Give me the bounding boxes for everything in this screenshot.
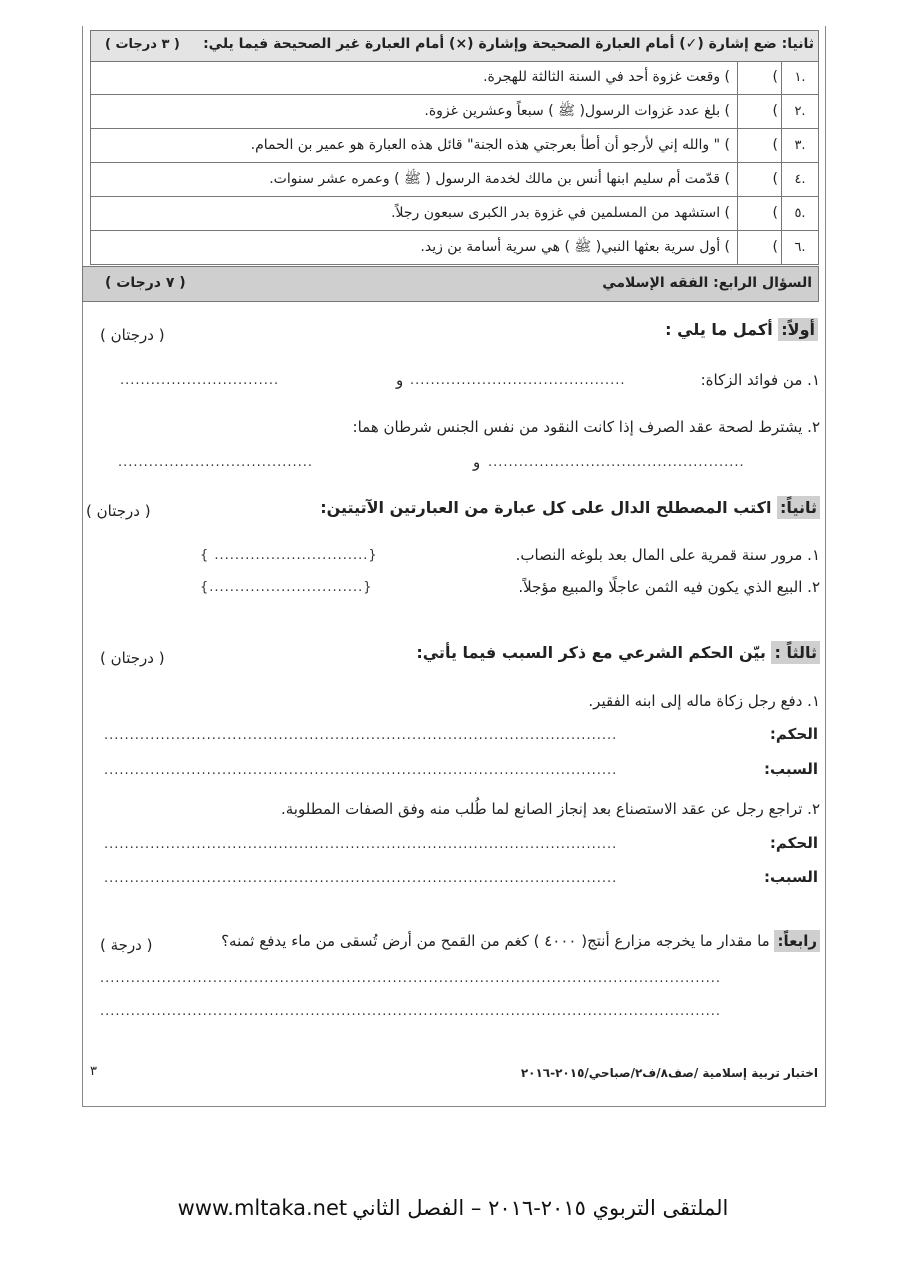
answer-blank[interactable]: ...................................... (118, 455, 314, 470)
tf-row-number: ٥. (781, 197, 818, 230)
tf-row-text: ) استشهد من المسلمين في غزوة بدر الكبرى سبعون رجلاً. (391, 205, 730, 221)
site-url[interactable]: www.mltaka.net (177, 1196, 348, 1220)
part1-points: ( درجتان ) (100, 326, 165, 344)
tf-row-number: ٦. (781, 231, 818, 264)
part1-title: أكمل ما يلي : (665, 320, 773, 339)
tf-row-number: ٤. (781, 163, 818, 196)
answer-box[interactable]: ( (737, 61, 782, 94)
ruling-label: الحكم: (769, 834, 818, 852)
part2-title: اكتب المصطلح الدال على كل عبارة من العبارتين الآتيتين: (320, 498, 772, 517)
answer-blank[interactable]: .......................................... (410, 373, 626, 388)
conjunction-and: و (473, 453, 481, 471)
part1-item1-text: ١. من فوائد الزكاة: (700, 371, 820, 389)
question-four-points: ( ٧ درجات ) (105, 275, 186, 291)
tf-row (90, 129, 819, 163)
part2-label: ثانياً: (777, 496, 820, 519)
part1-item2-text: ٢. يشترط لصحة عقد الصرف إذا كانت النقود من نفس الجنس شرطان هما: (352, 418, 820, 436)
part1-heading (665, 320, 818, 339)
tf-row-text: ) وقعت غزوة أحد في السنة الثالثة للهجرة. (483, 69, 730, 85)
part4-label: رابعاً: (774, 930, 820, 952)
tf-section-header (90, 30, 819, 62)
part3-item1-text: ١. دفع رجل زكاة ماله إلى ابنه الفقير. (588, 692, 820, 710)
part3-points: ( درجتان ) (100, 649, 165, 667)
tf-section-title: ثانيا: ضع إشارة (✓) أمام العبارة الصحيحة وإشارة (×) أمام العبارة غير الصحيحة فيما يلي: (203, 36, 814, 52)
answer-box[interactable]: ( (737, 163, 782, 196)
answer-blank[interactable]: {..............................} (200, 580, 373, 595)
tf-row (90, 163, 819, 197)
reason-label: السبب: (763, 868, 818, 886)
answer-blank[interactable]: .................................................................................................... (104, 837, 618, 852)
tf-row-number: ٣. (781, 129, 818, 162)
answer-blank[interactable]: { ..............................} (200, 548, 378, 563)
answer-blank[interactable]: ............................... (120, 373, 280, 388)
part4-points: ( درجة ) (100, 936, 153, 954)
tf-row (90, 231, 819, 265)
answer-blank[interactable]: .................................................................................................... (104, 871, 618, 886)
part3-label: ثالثاً : (771, 641, 820, 664)
ruling-label: الحكم: (769, 725, 818, 743)
tf-row-text: ) " والله إني لأرجو أن أطأ بعرجتي هذه الجنة" قائل هذه العبارة هو عمير بن الحمام. (250, 137, 730, 153)
tf-row (90, 95, 819, 129)
question-four-title: السؤال الرابع: الفقه الإسلامي (602, 275, 812, 291)
part2-points: ( درجتان ) (86, 502, 151, 520)
tf-row-text: ) بلغ عدد غزوات الرسول( ﷺ ) سبعاً وعشرين غزوة. (424, 103, 730, 119)
part2-item2-text: ٢. البيع الذي يكون فيه الثمن عاجلًا والمبيع مؤجلاً. (518, 578, 820, 596)
part2-heading (320, 498, 820, 517)
part3-heading (416, 643, 820, 662)
answer-blank[interactable]: ......................................................................................................................... (100, 971, 722, 986)
part2-item1-text: ١. مرور سنة قمرية على المال بعد بلوغه النصاب. (515, 546, 820, 564)
answer-box[interactable]: ( (737, 95, 782, 128)
answer-blank[interactable]: .................................................................................................... (104, 763, 618, 778)
part3-item2-text: ٢. تراجع رجل عن عقد الاستصناع بعد إنجاز الصانع لما طُلب منه وفق الصفات المطلوبة. (281, 800, 820, 818)
answer-blank[interactable]: .................................................. (488, 455, 745, 470)
site-caption (0, 1196, 906, 1220)
tf-row-text: ) قدّمت أم سليم ابنها أنس بن مالك لخدمة الرسول ( ﷺ ) وعمره عشر سنوات. (269, 171, 730, 187)
question-four-header (82, 266, 819, 302)
tf-row-text: ) أول سرية بعثها النبي( ﷺ ) هي سرية أسامة بن زيد. (420, 239, 730, 255)
site-caption-arabic: الملتقى التربوي ٢٠١٥-٢٠١٦ – الفصل الثاني (352, 1196, 729, 1220)
part4-question: ما مقدار ما يخرجه مزارع أنتج( ٤٠٠٠ ) كغم من القمح من أرض تُسقى من ماء يدفع ثمنه؟ (221, 932, 770, 950)
tf-row (90, 61, 819, 95)
part3-title: بيّن الحكم الشرعي مع ذكر السبب فيما يأتي: (416, 643, 766, 662)
tf-row (90, 197, 819, 231)
answer-blank[interactable]: .................................................................................................... (104, 728, 618, 743)
exam-footer-note: اختبار تربية إسلامية /صف٨/ف٢/صباحي/٢٠١٥-٢٠١٦ (520, 1066, 818, 1080)
tf-section-points: ( ٣ درجات ) (105, 37, 180, 52)
answer-box[interactable]: ( (737, 197, 782, 230)
part1-label: أولاً: (778, 318, 818, 341)
conjunction-and: و (396, 371, 404, 389)
reason-label: السبب: (763, 760, 818, 778)
tf-row-number: ١. (781, 61, 818, 94)
part4-heading (221, 932, 820, 950)
answer-box[interactable]: ( (737, 231, 782, 264)
page-number: ٣ (90, 1064, 97, 1079)
answer-box[interactable]: ( (737, 129, 782, 162)
tf-row-number: ٢. (781, 95, 818, 128)
answer-blank[interactable]: ......................................................................................................................... (100, 1004, 722, 1019)
